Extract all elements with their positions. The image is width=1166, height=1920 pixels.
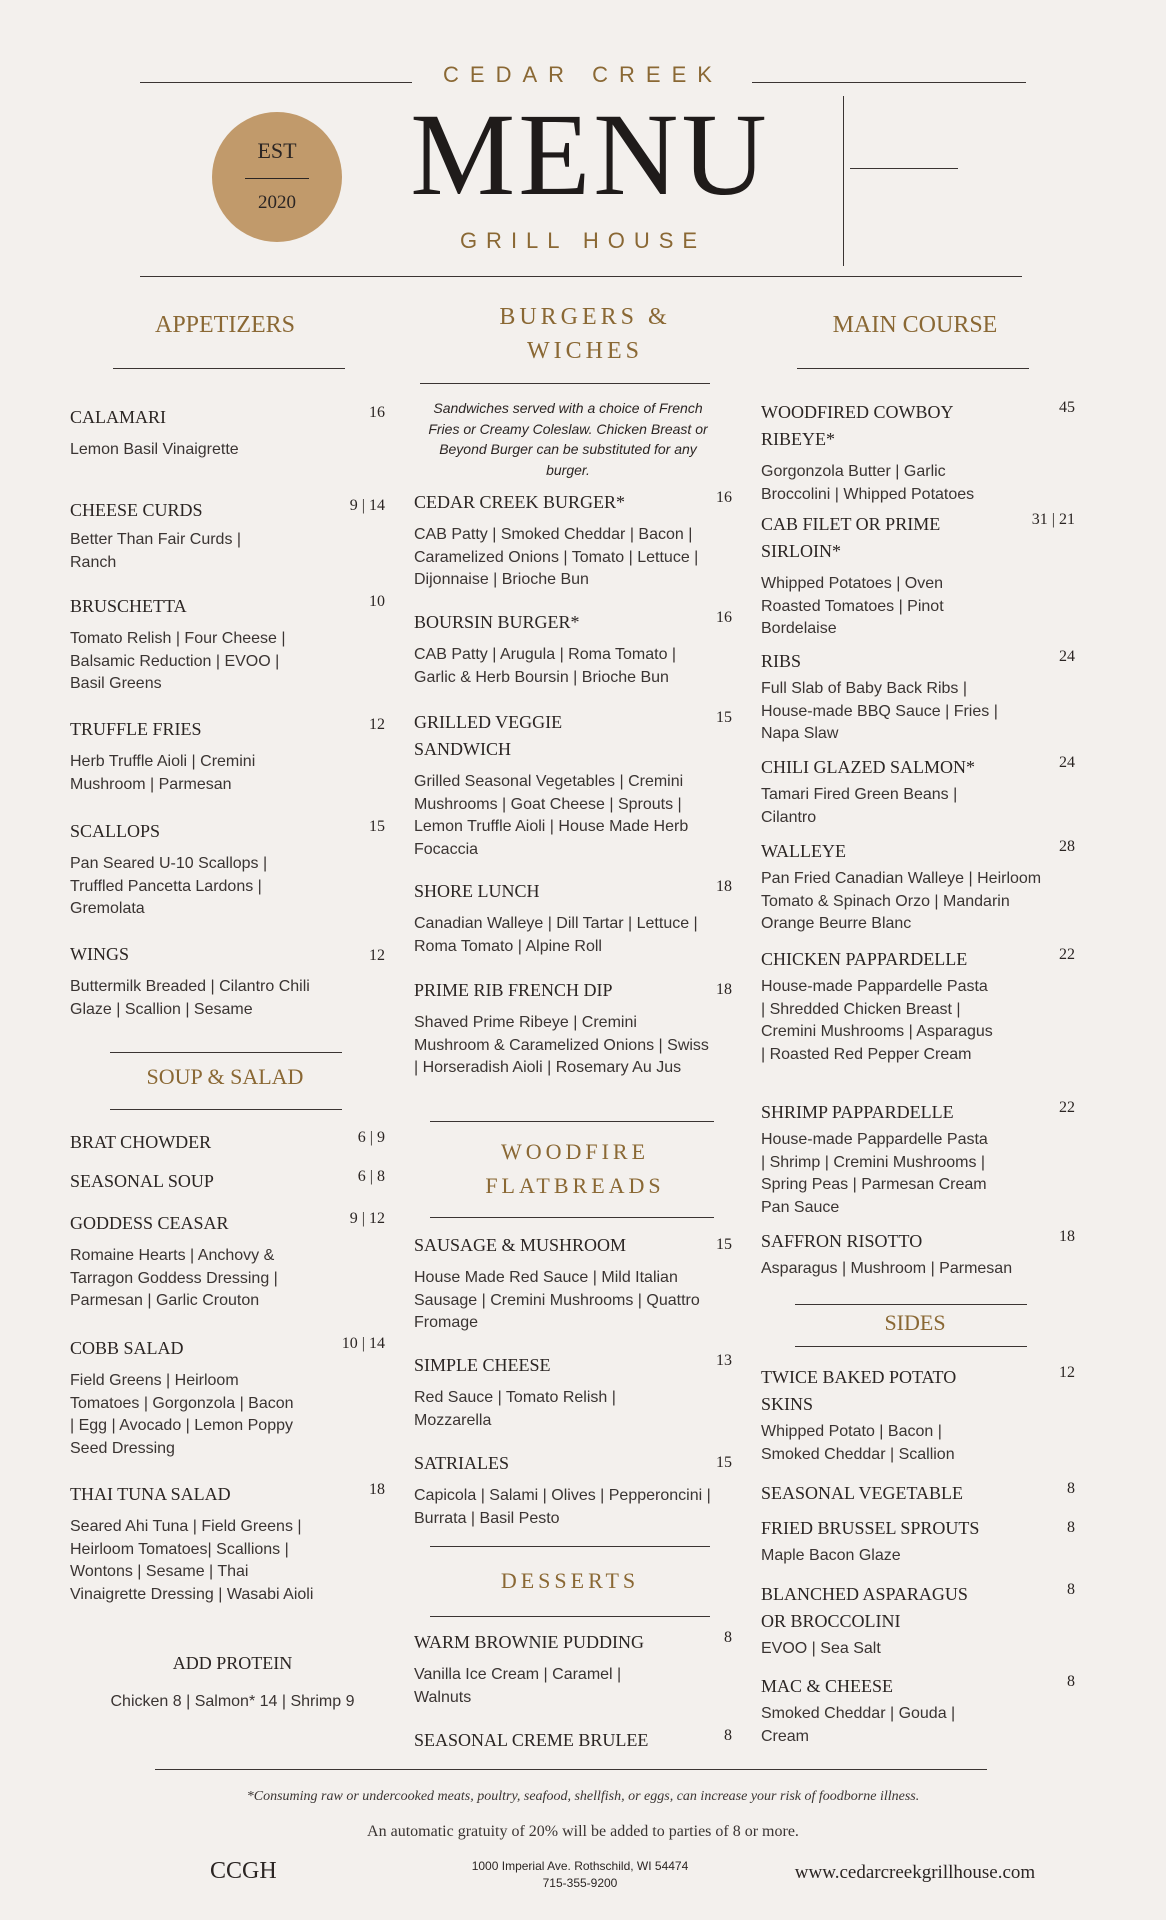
item-description: Full Slab of Baby Back Ribs | House-made BBQ Sauce | Fries | Napa Slaw	[761, 680, 998, 742]
item-price: 6 | 9	[357, 1129, 385, 1146]
menu-item	[70, 941, 385, 1021]
menu-item	[414, 1727, 732, 1754]
item-price: 31 | 21	[1031, 511, 1075, 528]
soup-salad-rule-bottom	[110, 1109, 342, 1110]
item-price: 15	[369, 818, 385, 835]
item-name: CHEESE CURDS	[70, 500, 203, 520]
menu-item	[414, 489, 732, 592]
menu-item	[70, 1168, 385, 1195]
flatbreads-rule-bottom	[430, 1217, 714, 1218]
menu-item	[414, 609, 732, 689]
menu-item	[761, 399, 1075, 506]
header-short-rule	[850, 168, 958, 169]
item-price: 24	[1059, 754, 1075, 771]
item-price: 13	[716, 1352, 732, 1369]
monogram: CCGH	[210, 1858, 277, 1884]
item-name: THAI TUNA SALAD	[70, 1484, 231, 1504]
item-description: Lemon Basil Vinaigrette	[70, 441, 239, 458]
brand-subtitle: GRILL HOUSE	[459, 228, 707, 253]
menu-item	[414, 1450, 732, 1530]
soup-salad-rule-top	[110, 1052, 342, 1053]
item-description: Maple Bacon Glaze	[761, 1547, 901, 1564]
item-price: 18	[716, 878, 732, 895]
item-price: 8	[1067, 1581, 1075, 1598]
item-price: 22	[1059, 1099, 1075, 1116]
menu-item	[414, 1352, 732, 1432]
header-vertical-rule	[843, 96, 844, 266]
item-description: Grilled Seasonal Vegetables | Cremini Mushrooms | Goat Cheese | Sprouts | Lemon Truffle Aioli | House Made Herb Focaccia	[414, 773, 689, 858]
item-price: 15	[716, 1236, 732, 1253]
item-description: Tomato Relish | Four Cheese | Balsamic Reduction | EVOO | Basil Greens	[70, 630, 286, 692]
menu-item	[414, 1629, 732, 1709]
item-name: SIMPLE CHEESE	[414, 1355, 551, 1375]
item-price: 8	[724, 1629, 732, 1646]
section-heading-appetizers: APPETIZERS	[154, 312, 295, 338]
item-name: BRUSCHETTA	[70, 596, 187, 616]
item-description: Buttermilk Breaded | Cilantro Chili Glaze | Scallion | Sesame	[70, 978, 310, 1018]
add-protein-options: Chicken 8 | Salmon* 14 | Shrimp 9	[110, 1693, 355, 1710]
item-price: 10	[369, 593, 385, 610]
item-price: 28	[1059, 838, 1075, 855]
item-price: 18	[369, 1481, 385, 1498]
item-name: CEDAR CREEK BURGER*	[414, 492, 626, 512]
item-name: COBB SALAD	[70, 1338, 184, 1358]
item-description: House-made Pappardelle Pasta | Shrimp | Cremini Mushrooms | Spring Peas | Parmesan Cream Pan Sauce	[761, 1131, 988, 1216]
item-description: EVOO | Sea Salt	[761, 1640, 881, 1657]
item-name: SHRIMP PAPPARDELLE	[761, 1102, 954, 1122]
item-price: 8	[1067, 1519, 1075, 1536]
item-price: 12	[369, 947, 385, 964]
section-heading-desserts: DESSERTS	[500, 1568, 640, 1593]
item-description: Romaine Hearts | Anchovy & Tarragon Goddess Dressing | Parmesan | Garlic Crouton	[70, 1247, 278, 1309]
item-description: Canadian Walleye | Dill Tartar | Lettuce | Roma Tomato | Alpine Roll	[414, 915, 698, 955]
item-price: 8	[1067, 1480, 1075, 1497]
section-heading-main-course: MAIN COURSE	[832, 312, 998, 338]
item-name: WALLEYE	[761, 841, 846, 861]
item-name: CALAMARI	[70, 407, 167, 427]
brand-name: CEDAR CREEK	[443, 62, 723, 87]
menu-item	[70, 1335, 385, 1460]
add-protein	[70, 1650, 395, 1714]
item-name: SEASONAL CREME BRULEE	[414, 1730, 649, 1750]
item-name: SAFFRON RISOTTO	[761, 1231, 923, 1251]
contact-info	[400, 1858, 760, 1892]
item-description: CAB Patty | Smoked Cheddar | Bacon | Caramelized Onions | Tomato | Lettuce | Dijonnaise | Brioche Bun	[414, 526, 699, 588]
menu-item	[70, 404, 385, 462]
section-heading-sides: SIDES	[884, 1310, 946, 1335]
menu-item	[761, 1515, 1075, 1568]
menu-item	[70, 818, 385, 921]
gratuity-notice: An automatic gratuity of 20% will be added to parties of 8 or more.	[367, 1823, 799, 1840]
item-price: 16	[369, 404, 385, 421]
item-price: 12	[369, 716, 385, 733]
item-name: WINGS	[70, 944, 129, 964]
menu-item	[761, 838, 1075, 936]
item-price: 9 | 12	[349, 1210, 385, 1227]
header-bottom-rule	[140, 276, 1022, 277]
item-name: PRIME RIB FRENCH DIP	[414, 980, 613, 1000]
menu-item	[70, 1129, 385, 1156]
flatbreads-rule-top	[430, 1121, 714, 1122]
item-price: 12	[1059, 1364, 1075, 1381]
menu-item	[761, 1480, 1075, 1507]
item-name: SEASONAL VEGETABLE	[761, 1483, 964, 1503]
menu-item	[761, 648, 1075, 746]
menu-item	[414, 878, 732, 958]
menu-item	[761, 946, 1075, 1066]
item-name: CHILI GLAZED SALMON*	[761, 757, 975, 777]
item-name: FRIED BRUSSEL SPROUTS	[761, 1518, 980, 1538]
sides-rule-top	[795, 1304, 1027, 1305]
item-price: 16	[716, 489, 732, 506]
item-description: Pan Fried Canadian Walleye | Heirloom Tomato & Spinach Orzo | Mandarin Orange Beurre Blanc	[761, 870, 1042, 932]
item-price: 18	[716, 981, 732, 998]
address: 1000 Imperial Ave. Rothschild, WI 54474	[471, 1859, 689, 1873]
item-description: Red Sauce | Tomato Relish | Mozzarella	[414, 1389, 616, 1429]
menu-item	[761, 1581, 1075, 1661]
menu-item	[414, 977, 732, 1080]
section-heading-burgers: BURGERS & WICHES	[499, 304, 671, 364]
item-name: TRUFFLE FRIES	[70, 719, 202, 739]
item-price: 8	[724, 1727, 732, 1744]
food-safety-warning: *Consuming raw or undercooked meats, poultry, seafood, shellfish, or eggs, can increase your risk of foodborne illness.	[246, 1789, 920, 1804]
item-name: MAC & CHEESE	[761, 1676, 894, 1696]
badge-label: EST	[257, 138, 297, 163]
burgers-note: Sandwiches served with a choice of French Fries or Creamy Coleslaw. Chicken Breast or Beyond Burger can be substituted for any burger.	[428, 400, 708, 478]
item-description: Gorgonzola Butter | Garlic Broccolini | Whipped Potatoes	[761, 463, 975, 503]
item-description: Seared Ahi Tuna | Field Greens | Heirloom Tomatoes| Scallions | Wontons | Sesame | Thai Vinaigrette Dressing | Wasabi Aioli	[70, 1518, 314, 1603]
item-name: RIBS	[761, 651, 802, 671]
item-name: GODDESS CEASAR	[70, 1213, 229, 1233]
item-description: CAB Patty | Arugula | Roma Tomato | Garlic & Herb Boursin | Brioche Bun	[414, 646, 677, 686]
main-course-rule	[797, 368, 1029, 369]
badge-divider	[245, 178, 309, 179]
item-name: SAUSAGE & MUSHROOM	[414, 1235, 627, 1255]
item-price: 9 | 14	[349, 497, 385, 514]
item-name: GRILLED VEGGIE SANDWICH	[414, 712, 563, 759]
item-description: Tamari Fired Green Beans | Cilantro	[761, 786, 958, 826]
desserts-rule-top	[430, 1546, 710, 1547]
footer-rule	[155, 1769, 987, 1770]
item-description: House Made Red Sauce | Mild Italian Sausage | Cremini Mushrooms | Quattro Fromage	[414, 1269, 700, 1331]
item-description: Vanilla Ice Cream | Caramel | Walnuts	[414, 1666, 622, 1706]
item-name: SCALLOPS	[70, 821, 161, 841]
menu-item	[761, 1099, 1075, 1219]
item-name: SEASONAL SOUP	[70, 1171, 214, 1191]
item-description: Better Than Fair Curds | Ranch	[70, 531, 242, 571]
item-description: Asparagus | Mushroom | Parmesan	[761, 1260, 1013, 1277]
section-heading-flatbreads: WOODFIRE FLATBREADS	[485, 1139, 665, 1198]
item-name: CHICKEN PAPPARDELLE	[761, 949, 968, 969]
item-description: House-made Pappardelle Pasta | Shredded Chicken Breast | Cremini Mushrooms | Asparagus | Roasted Red Pepper Cream	[761, 978, 993, 1063]
item-price: 24	[1059, 648, 1075, 665]
item-name: WOODFIRED COWBOY RIBEYE*	[761, 402, 953, 449]
item-name: BOURSIN BURGER*	[414, 612, 580, 632]
menu-item	[414, 709, 732, 861]
badge-year: 2020	[258, 192, 296, 213]
desserts-rule-bottom	[430, 1616, 710, 1617]
item-description: Field Greens | Heirloom Tomatoes | Gorgonzola | Bacon | Egg | Avocado | Lemon Poppy Seed Dressing	[70, 1372, 294, 1457]
item-price: 6 | 8	[357, 1168, 385, 1185]
item-price: 18	[1059, 1228, 1075, 1245]
item-description: Smoked Cheddar | Gouda | Cream	[761, 1705, 956, 1745]
menu-item	[70, 593, 385, 696]
menu-item	[761, 1673, 1075, 1748]
page-title: MENU	[410, 89, 770, 220]
item-price: 22	[1059, 946, 1075, 963]
menu-item	[761, 1364, 1075, 1466]
menu-item	[761, 511, 1075, 641]
item-price: 16	[716, 609, 732, 626]
menu-item	[414, 1232, 732, 1335]
item-name: WARM BROWNIE PUDDING	[414, 1632, 644, 1652]
item-description: Shaved Prime Ribeye | Cremini Mushroom & Caramelized Onions | Swiss | Horseradish Aioli | Rosemary Au Jus	[414, 1014, 709, 1076]
item-price: 15	[716, 709, 732, 726]
appetizers-rule	[113, 368, 345, 369]
section-heading-soup-salad: SOUP & SALAD	[146, 1064, 304, 1089]
item-description: Herb Truffle Aioli | Cremini Mushroom | Parmesan	[70, 753, 256, 793]
item-price: 15	[716, 1454, 732, 1471]
menu-item	[70, 1481, 385, 1606]
website-link[interactable]: www.cedarcreekgrillhouse.com	[794, 1862, 1036, 1883]
item-name: BLANCHED ASPARAGUS OR BROCCOLINI	[761, 1584, 968, 1631]
menu-item	[70, 1210, 385, 1313]
menu-item	[761, 1228, 1075, 1281]
menu-item	[70, 497, 385, 574]
item-price: 10 | 14	[341, 1335, 385, 1352]
item-price: 45	[1059, 399, 1075, 416]
item-description: Capicola | Salami | Olives | Pepperoncini | Burrata | Basil Pesto	[414, 1487, 711, 1527]
item-name: TWICE BAKED POTATO SKINS	[761, 1367, 957, 1414]
sides-rule-bottom	[795, 1346, 1027, 1347]
item-name: BRAT CHOWDER	[70, 1132, 212, 1152]
item-name: SHORE LUNCH	[414, 881, 540, 901]
item-description: Pan Seared U-10 Scallops | Truffled Pancetta Lardons | Gremolata	[70, 855, 268, 917]
item-description: Whipped Potato | Bacon | Smoked Cheddar | Scallion	[761, 1423, 955, 1463]
phone: 715-355-9200	[542, 1876, 618, 1890]
est-badge	[212, 112, 342, 242]
menu-item	[761, 754, 1075, 829]
burgers-rule	[420, 383, 710, 384]
item-description: Whipped Potatoes | Oven Roasted Tomatoes | Pinot Bordelaise	[761, 575, 944, 637]
item-price: 8	[1067, 1673, 1075, 1690]
item-name: SATRIALES	[414, 1453, 510, 1473]
item-name: CAB FILET OR PRIME SIRLOIN*	[761, 514, 941, 561]
menu-item	[70, 716, 385, 796]
add-protein-heading: ADD PROTEIN	[172, 1653, 293, 1673]
